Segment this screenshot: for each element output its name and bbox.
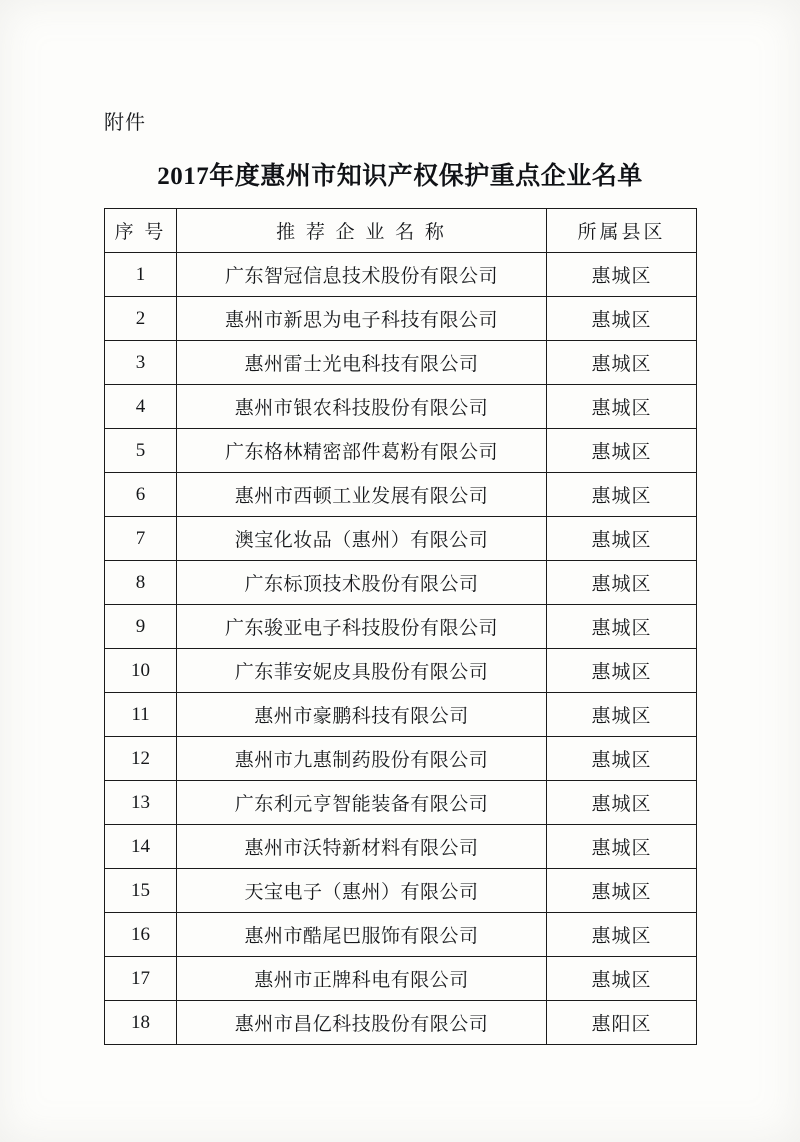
cell-index: 7	[105, 517, 177, 561]
cell-index: 11	[105, 693, 177, 737]
cell-company-name: 广东菲安妮皮具股份有限公司	[177, 649, 547, 693]
table-row	[105, 825, 697, 869]
cell-index: 12	[105, 737, 177, 781]
cell-company-name: 广东智冠信息技术股份有限公司	[177, 253, 547, 297]
cell-district: 惠城区	[547, 517, 697, 561]
cell-index: 13	[105, 781, 177, 825]
cell-district: 惠城区	[547, 341, 697, 385]
cell-company-name: 惠州市九惠制药股份有限公司	[177, 737, 547, 781]
cell-company-name: 惠州市豪鹏科技有限公司	[177, 693, 547, 737]
table-row	[105, 869, 697, 913]
cell-district: 惠城区	[547, 869, 697, 913]
cell-index: 2	[105, 297, 177, 341]
table-row	[105, 605, 697, 649]
column-header-company-name: 推 荐 企 业 名 称	[177, 209, 547, 253]
cell-company-name: 惠州市酷尾巴服饰有限公司	[177, 913, 547, 957]
table-header-row	[105, 209, 697, 253]
cell-district: 惠城区	[547, 385, 697, 429]
cell-district: 惠城区	[547, 693, 697, 737]
cell-company-name: 广东骏亚电子科技股份有限公司	[177, 605, 547, 649]
cell-district: 惠城区	[547, 253, 697, 297]
table-row	[105, 781, 697, 825]
cell-index: 15	[105, 869, 177, 913]
cell-district: 惠城区	[547, 473, 697, 517]
cell-index: 5	[105, 429, 177, 473]
cell-company-name: 澳宝化妆品（惠州）有限公司	[177, 517, 547, 561]
table-row	[105, 913, 697, 957]
company-list-table-wrapper	[104, 208, 696, 1045]
cell-district: 惠城区	[547, 913, 697, 957]
cell-district: 惠城区	[547, 825, 697, 869]
cell-index: 3	[105, 341, 177, 385]
table-row	[105, 473, 697, 517]
table-row	[105, 385, 697, 429]
cell-index: 17	[105, 957, 177, 1001]
cell-district: 惠城区	[547, 737, 697, 781]
cell-district: 惠城区	[547, 957, 697, 1001]
attachment-label: 附件	[104, 112, 146, 134]
table-row	[105, 429, 697, 473]
cell-district: 惠城区	[547, 605, 697, 649]
table-body	[105, 253, 697, 1045]
cell-district: 惠城区	[547, 429, 697, 473]
cell-company-name: 惠州市昌亿科技股份有限公司	[177, 1001, 547, 1045]
cell-company-name: 惠州市西顿工业发展有限公司	[177, 473, 547, 517]
page-title: 2017年度惠州市知识产权保护重点企业名单	[157, 163, 643, 190]
cell-district: 惠城区	[547, 649, 697, 693]
column-header-index: 序 号	[105, 209, 177, 253]
cell-index: 6	[105, 473, 177, 517]
cell-company-name: 惠州市沃特新材料有限公司	[177, 825, 547, 869]
table-row	[105, 253, 697, 297]
cell-district: 惠城区	[547, 781, 697, 825]
cell-index: 9	[105, 605, 177, 649]
table-row	[105, 693, 697, 737]
cell-index: 14	[105, 825, 177, 869]
cell-index: 18	[105, 1001, 177, 1045]
cell-district: 惠阳区	[547, 1001, 697, 1045]
column-header-district: 所属县区	[547, 209, 697, 253]
cell-company-name: 惠州雷士光电科技有限公司	[177, 341, 547, 385]
cell-index: 16	[105, 913, 177, 957]
table-row	[105, 341, 697, 385]
table-row	[105, 737, 697, 781]
cell-index: 8	[105, 561, 177, 605]
cell-index: 1	[105, 253, 177, 297]
cell-company-name: 惠州市银农科技股份有限公司	[177, 385, 547, 429]
company-list-table	[104, 208, 697, 1045]
cell-company-name: 天宝电子（惠州）有限公司	[177, 869, 547, 913]
cell-index: 4	[105, 385, 177, 429]
table-row	[105, 649, 697, 693]
cell-company-name: 广东格林精密部件葛粉有限公司	[177, 429, 547, 473]
cell-district: 惠城区	[547, 561, 697, 605]
table-row	[105, 297, 697, 341]
cell-index: 10	[105, 649, 177, 693]
table-row	[105, 1001, 697, 1045]
table-row	[105, 517, 697, 561]
table-row	[105, 561, 697, 605]
cell-district: 惠城区	[547, 297, 697, 341]
table-row	[105, 957, 697, 1001]
cell-company-name: 广东利元亨智能装备有限公司	[177, 781, 547, 825]
cell-company-name: 广东标顶技术股份有限公司	[177, 561, 547, 605]
cell-company-name: 惠州市新思为电子科技有限公司	[177, 297, 547, 341]
cell-company-name: 惠州市正牌科电有限公司	[177, 957, 547, 1001]
